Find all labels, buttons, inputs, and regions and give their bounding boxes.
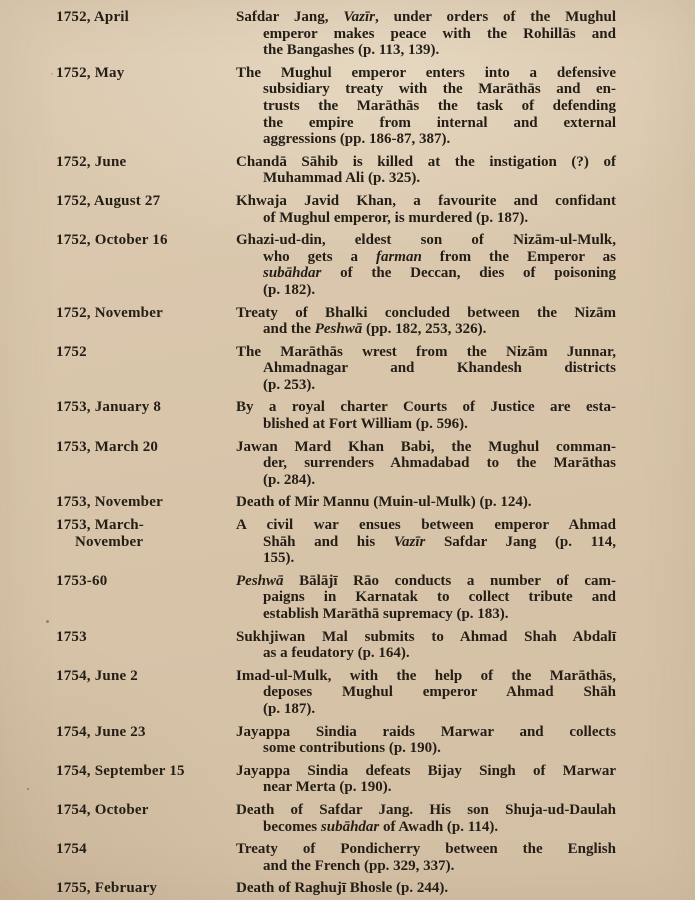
entry-date-line: 1754, September 15 — [56, 762, 185, 779]
entry-date-line: 1752, October 16 — [56, 232, 168, 249]
entry-date-line: 1753-60 — [56, 572, 108, 589]
entry-date-line: 1752, November — [56, 304, 163, 321]
chronology-entry — [56, 344, 616, 394]
event-line: Jawan Mard Khan Babi, the Mughul comman- — [236, 438, 616, 455]
entry-event — [236, 802, 616, 835]
entry-event — [236, 232, 616, 298]
event-line: (p. 253). — [263, 376, 316, 393]
event-line: Sukhjiwan Mal submits to Ahmad Shah Abdalī — [236, 628, 616, 645]
entry-event — [236, 344, 616, 394]
entry-date-line: 1754, June 23 — [56, 723, 146, 740]
event-line: blished at Fort William (p. 596). — [263, 416, 468, 433]
italic-term: Vazīr — [343, 9, 376, 25]
event-line: A civil war ensues between emperor Ahmad — [236, 517, 616, 534]
event-line: subāhdar of the Deccan, dies of poisoning — [263, 265, 616, 282]
event-line: Safdar Jang, Vazīr, under orders of the Mughul — [236, 9, 616, 25]
chronology-entry — [56, 193, 616, 226]
event-line: The Marāthās wrest from the Nizām Junnar, — [236, 343, 616, 360]
entry-date — [56, 65, 236, 82]
chronology-entry — [56, 399, 616, 432]
chronology-entry — [56, 154, 616, 187]
event-line: Khwaja Javid Khan, a favourite and confidant — [236, 192, 616, 209]
event-line: of Mughul emperor, is murdered (p. 187). — [263, 209, 529, 226]
event-line: becomes subāhdar of Awadh (p. 114). — [263, 818, 499, 835]
chronology-entry — [56, 841, 616, 874]
event-line: 155). — [263, 550, 295, 567]
event-line: Imad-ul-Mulk, with the help of the Marāthās, — [236, 667, 616, 684]
entry-date-line: 1753, November — [56, 494, 163, 511]
scan-speck — [46, 620, 49, 623]
chronology-entry — [56, 305, 616, 338]
event-line: emperor makes peace with the Rohillās and — [263, 25, 616, 42]
chronology-entry — [56, 517, 616, 567]
entry-date-line: 1753 — [56, 628, 87, 645]
entry-event — [236, 193, 616, 226]
entry-event — [236, 494, 616, 511]
entry-date-line2: November — [75, 533, 144, 550]
entry-date — [56, 305, 236, 322]
chronology-entry — [56, 232, 616, 298]
entry-date-line: 1752, April — [56, 9, 130, 25]
entry-event — [236, 65, 616, 148]
event-line: some contributions (p. 190). — [263, 740, 441, 757]
italic-term: Peshwā — [236, 572, 284, 589]
event-line: (p. 182). — [263, 281, 316, 298]
entry-event — [236, 517, 616, 567]
event-line: near Merta (p. 190). — [263, 779, 392, 796]
chronology-entry — [56, 724, 616, 757]
event-line: trusts the Marāthās the task of defending — [263, 97, 616, 114]
event-line: deposes Mughul emperor Ahmad Shāh — [263, 684, 616, 701]
entry-date-line: 1753, January 8 — [56, 399, 162, 416]
chronology-entry — [56, 763, 616, 796]
event-line: the Bangashes (p. 113, 139). — [263, 42, 440, 59]
entry-date-line: 1755, February — [56, 880, 158, 897]
entry-event — [236, 305, 616, 338]
entry-date — [56, 494, 236, 511]
entry-date — [56, 9, 236, 26]
event-line: The Mughul emperor enters into a defensive — [236, 64, 616, 81]
chronology-entry — [56, 573, 616, 623]
entry-event — [236, 399, 616, 432]
event-line: Ahmadnagar and Khandesh districts — [263, 360, 616, 377]
entry-date-line: 1754, June 2 — [56, 667, 138, 684]
chronology-entry — [56, 9, 616, 59]
entry-date-line: 1752, June — [56, 153, 127, 170]
event-line: Death of Safdar Jang. His son Shuja-ud-Daulah — [236, 801, 616, 818]
entry-date — [56, 193, 236, 210]
event-line: Peshwā Bālājī Rāo conducts a number of cam- — [236, 572, 616, 589]
entry-date-line: 1752, August 27 — [56, 192, 161, 209]
event-line: Jayappa Sindia defeats Bijay Singh of Marwar — [236, 762, 616, 779]
italic-term: subāhdar — [263, 265, 322, 282]
event-line: Treaty of Bhalki concluded between the Nizām — [236, 304, 616, 321]
entry-event — [236, 841, 616, 874]
italic-term: Vazīr — [393, 533, 426, 550]
event-line: Death of Mir Mannu (Muin-ul-Mulk) (p. 124). — [236, 494, 532, 511]
italic-term: Peshwā — [314, 321, 363, 338]
entry-date — [56, 517, 236, 550]
entry-date — [56, 399, 236, 416]
entry-date-line: 1754, October — [56, 801, 149, 818]
entry-event — [236, 154, 616, 187]
chronology-entry — [56, 629, 616, 662]
entry-date — [56, 439, 236, 456]
entry-date — [56, 724, 236, 741]
event-line: the empire from internal and external — [263, 114, 616, 131]
chronology-entry — [56, 880, 616, 897]
chronology-entry — [56, 439, 616, 489]
event-line: as a feudatory (p. 164). — [263, 645, 410, 662]
entry-date — [56, 841, 236, 858]
chronology-entry — [56, 65, 616, 148]
entry-event — [236, 573, 616, 623]
scan-speck — [51, 73, 53, 75]
entry-date — [56, 880, 236, 897]
entry-date-line: 1753, March 20 — [56, 438, 159, 455]
entry-date — [56, 154, 236, 171]
chronology-entry — [56, 802, 616, 835]
entry-event — [236, 880, 616, 897]
chronology-entry — [56, 494, 616, 511]
entry-event — [236, 763, 616, 796]
event-line: Jayappa Sindia raids Marwar and collects — [236, 723, 616, 740]
event-line: Death of Raghujī Bhosle (p. 244). — [236, 880, 449, 897]
entry-date — [56, 668, 236, 685]
italic-term: subāhdar — [320, 818, 380, 835]
entry-date-line: 1753, March- — [56, 517, 144, 534]
entry-date-line: 1752, May — [56, 64, 125, 81]
entry-event — [236, 439, 616, 489]
event-line: establish Marāthā supremacy (p. 183). — [263, 606, 509, 622]
entry-date — [56, 763, 236, 780]
entry-date — [56, 629, 236, 646]
event-line: (p. 284). — [263, 471, 316, 488]
italic-term: farman — [375, 248, 422, 265]
event-line: Shāh and his Vazīr Safdar Jang (p. 114, — [263, 533, 616, 550]
entry-event — [236, 629, 616, 662]
scan-speck — [27, 788, 29, 790]
entry-date — [56, 344, 236, 361]
event-line: paigns in Karnatak to collect tribute and — [263, 589, 616, 606]
entry-date — [56, 573, 236, 590]
event-line: By a royal charter Courts of Justice are esta- — [236, 399, 616, 416]
chronology-entry — [56, 668, 616, 718]
entry-date-line: 1754 — [56, 841, 87, 858]
entry-event — [236, 668, 616, 718]
event-line: and the French (pp. 329, 337). — [263, 857, 455, 874]
event-line: who gets a farman from the Emperor as — [263, 248, 616, 265]
entry-event — [236, 724, 616, 757]
event-line: Ghazi-ud-din, eldest son of Nizām-ul-Mulk, — [236, 232, 616, 249]
event-line: and the Peshwā (pp. 182, 253, 326). — [263, 321, 487, 338]
entry-event — [236, 9, 616, 59]
event-line: der, surrenders Ahmadabad to the Marāthas — [263, 455, 616, 472]
event-line: aggressions (pp. 186-87, 387). — [263, 131, 451, 148]
event-line: subsidiary treaty with the Marāthās and en- — [263, 81, 616, 98]
event-line: Chandā Sāhib is killed at the instigation (?) of — [236, 153, 616, 170]
entry-date — [56, 802, 236, 819]
event-line: Muhammad Ali (p. 325). — [263, 170, 421, 187]
event-line: (p. 187). — [263, 700, 316, 717]
entry-date — [56, 232, 236, 249]
event-line: Treaty of Pondicherry between the English — [236, 841, 616, 858]
entry-date-line: 1752 — [56, 343, 87, 360]
